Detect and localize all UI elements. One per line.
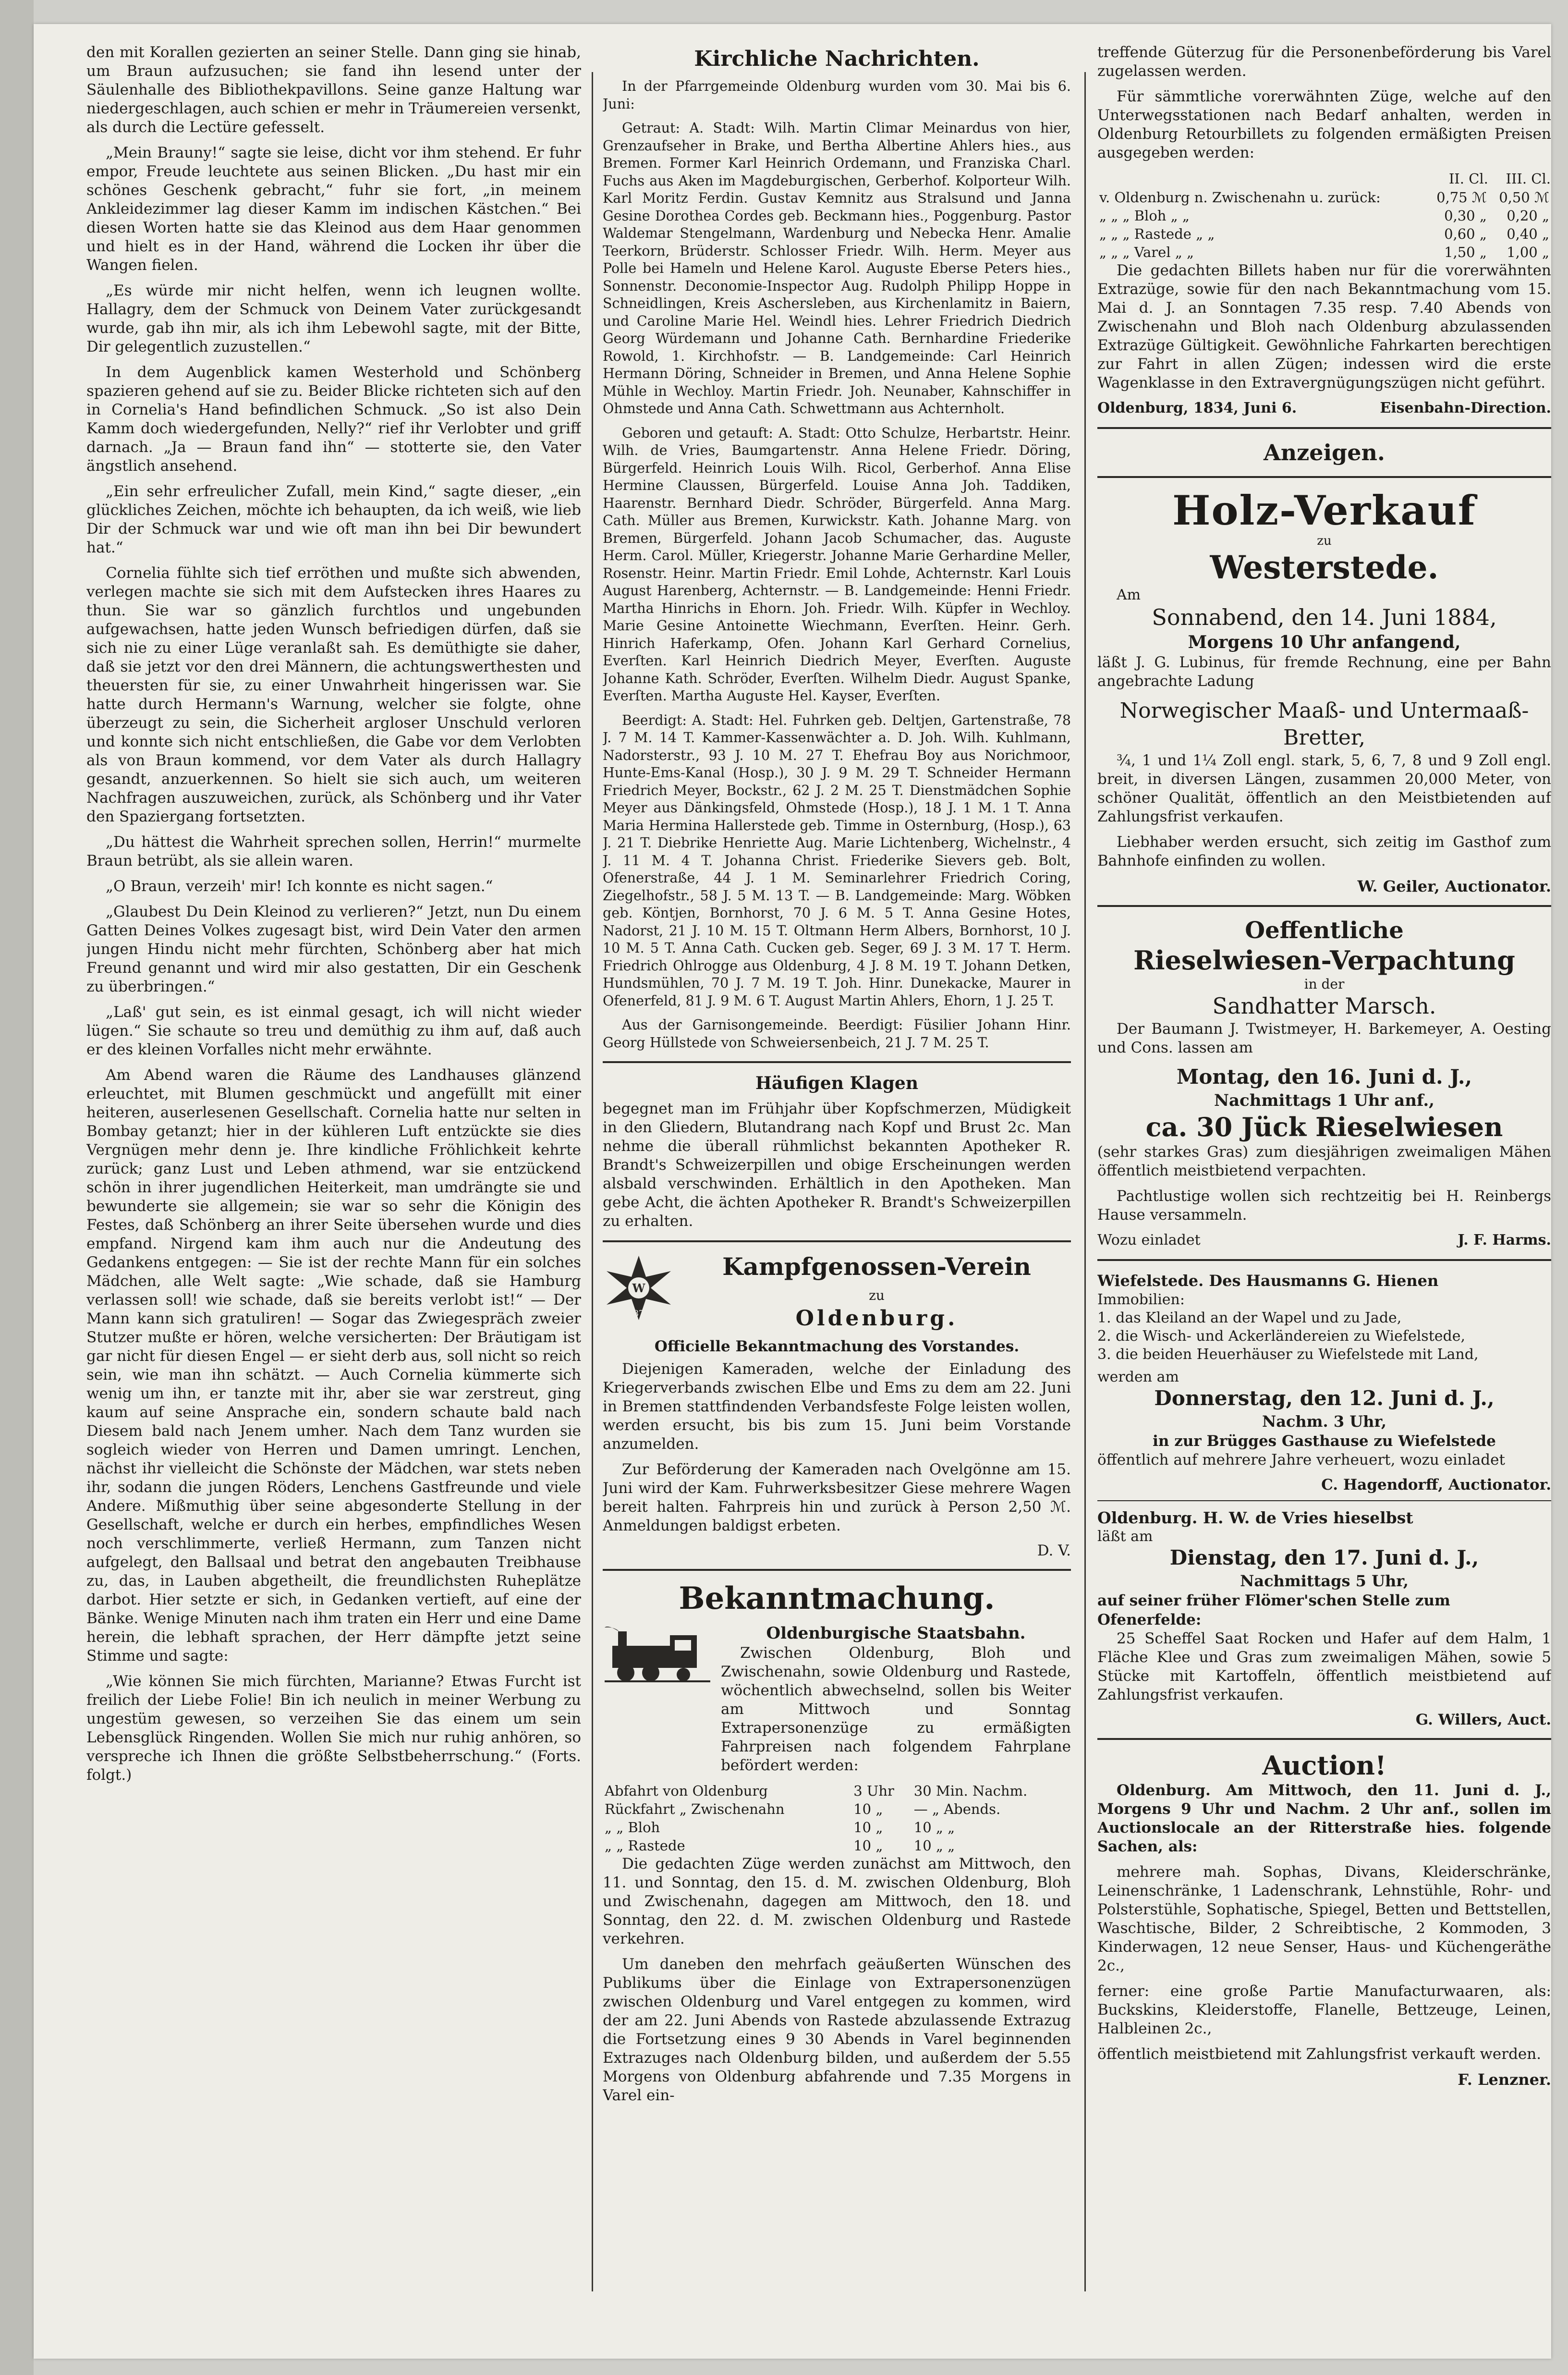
railway-fares-note: Die gedachten Billets haben nur für die vorerwähnten Extrazüge, sowie für den nach Bekanntmachung vom 15. Mai d. J. an Sonntagen 7.35 resp. 7.40 Abends von Zwischenahn und Bloh nach Oldenburg abzulassenden Extrazüge Gültigkeit. Gewöhnliche Fahrkarten berechtigen zur Fahrt in allen Zügen; indessen wird die erste Wagenklasse in den Extravergnügungszügen nicht geführt. <box>1097 262 1551 392</box>
timetable-row <box>603 1800 1071 1818</box>
fares-cell: 0,30 „ <box>1444 208 1487 224</box>
riesel-text: (sehr starkes Gras) zum diesjährigen zweimaligen Mähen öffentlich meistbietend verpachten. <box>1097 1143 1551 1179</box>
story-paragraph: Cornelia fühlte sich tief erröthen und mußte sich abwenden, verlegen machte sie sich mit dem Aufstecken ihres Haares zu thun. Sie war so gänzlich furchtlos und ungebunden aufgewachsen, hatte jeden Wunsch befriedigen dürfen, daß sie sich nie zu einer Lüge veranlaßt sah. Es demüthigte sie daher, daß sie jetzt vor den drei Männern, die achtungswerthesten und theuersten für sie, zu einer Unwahrheit hingerissen war. Sie hatte durch Hermann's Warnung, welcher sie folgte, ohne überzeugt zu sein, die Sicherheit argloser Unschuld verloren und konnte sich nicht entschließen, die Gabe vor dem Verlobten als von Braun kommend, vor dem Vater als durch Hallagry gesandt, anzuerkennen. So hielt sie sich auch, um weiteren Nachfragen auszuweichen, zurück, als Schönberg und ihr Vater den Spaziergang fortsetzten. <box>86 564 581 825</box>
story-paragraph: „Glaubest Du Dein Kleinod zu verlieren?“ Jetzt, nun Du einem Gatten Deines Volkes zugesagt bist, wird Dein Vater den armen jungen Hindu nicht mehr fürchten, Schönberg aber hat mich Freund genannt und wird mir also gestatten, Dir ein Geschenk zu überbringen.“ <box>86 903 581 995</box>
devries-place: auf seiner früher Flömer'schen Stelle zum Ofenerfelde: <box>1097 1592 1450 1628</box>
wiefel-title: Wiefelstede. Des Hausmanns G. Hienen <box>1097 1272 1439 1290</box>
fares-cell: „ „ „ Rastede „ „ <box>1099 226 1215 242</box>
fares-row <box>1097 207 1551 225</box>
wiefel-list <box>1097 1309 1551 1364</box>
railway-text: Zwischen Oldenburg, Bloh und Zwischenahn, sowie Oldenburg und Rastede, wöchentlich abwechselnd, sollen bis Weiter am Mittwoch und Sonntag Extrapersonenzüge zu ermäßigten Fahrpreisen nach folgendem Fahrplane befördert werden: <box>721 1644 1071 1774</box>
page-edge <box>0 0 34 2375</box>
fares-header-cell: II. Cl. <box>1448 171 1488 187</box>
riesel-place: Sandhatter Marsch. <box>1212 993 1436 1019</box>
holz-sign: W. Geiler, Auctionator. <box>1357 877 1551 895</box>
klagen-title: Häufigen Klagen <box>755 1073 918 1093</box>
veterans-header <box>603 1252 1071 1337</box>
veterans-title: Kampfgenossen-Verein <box>722 1252 1031 1281</box>
separator <box>603 1240 1071 1242</box>
story-paragraph: „Laß' gut sein, es ist einmal gesagt, ich will nicht wieder lügen.“ Sie schaute so treu und demüthig zu ihm auf, daß auch er des kleinen Vorfalles nicht mehr erwähnte. <box>86 1004 581 1058</box>
story-paragraph: In dem Augenblick kamen Westerhold und Schönberg spazieren gehend auf sie zu. Beider Blicke richteten sich auf den in Cornelia's Hand befindlichen Schmuck. „So ist also Dein Kamm doch wiedergefunden, Nelly?“ rief ihr Verlobter und griff darnach. „Ja — Braun fand ihn“ — stotterte sie, den Vater ängstlich ansehend. <box>86 364 581 475</box>
railway-continued: treffende Güterzug für die Personenbeförderung bis Varel zugelassen werden. <box>1097 44 1551 80</box>
wiefel-sign: C. Hagendorff, Auctionator. <box>1321 1476 1551 1494</box>
story-paragraph: „Es würde mir nicht helfen, wenn ich leugnen wollte. Hallagry, dem der Schmuck von Deinem Vater zurückgesandt wurde, gab ihn mir, als ich ihm Lebewohl sagte, mit der Bitte, Dir gelegentlich zuzustellen.“ <box>86 282 581 355</box>
auction-text: mehrere mah. Sophas, Divans, Kleiderschränke, Leinenschränke, 1 Ladenschrank, Lehnstühle, Rohr- und Polsterstühle, Sophatische, Spiegel, Betten und Bettstellen, Waschtische, Bilder, 2 Schreibtische, 2 Kommoden, 3 Kinderwagen, 12 neue Senser, Haus- und Küchengeräthe 2c., <box>1097 1863 1551 1974</box>
separator <box>1097 1259 1551 1261</box>
devries-time: Nachmittags 5 Uhr, <box>1240 1572 1409 1590</box>
fares-cell: „ „ „ Varel „ „ <box>1099 244 1194 260</box>
fares-header-row <box>1097 169 1551 188</box>
riesel-invite: Wozu einladet <box>1097 1232 1201 1249</box>
veterans-zu: zu <box>869 1287 885 1303</box>
veterans-sign: D. V. <box>1037 1542 1071 1559</box>
railway-sign-place: Oldenburg, 1834, Juni 6. <box>1097 400 1297 416</box>
fares-cell: 0,50 ℳ <box>1499 189 1549 206</box>
devries-text: läßt am <box>1097 1528 1153 1545</box>
timetable-cell: Abfahrt von Oldenburg <box>605 1783 768 1799</box>
veterans-subtitle: Officielle Bekanntmachung des Vorstandes. <box>654 1338 1020 1355</box>
fares-row <box>1097 243 1551 261</box>
fares-cell: 0,75 ℳ <box>1436 189 1487 206</box>
railway-header <box>603 1623 1071 1782</box>
veterans-text: Diejenigen Kameraden, welche der Einladung des Kriegerverbands zwischen Elbe und Ems zu dem am 22. Juni in Bremen stattfindenden Verbandsfeste Folge leisten wollen, werden ersucht, bis bis zum 15. Juni beim Vorstande anzumelden. <box>603 1360 1071 1453</box>
fares-header-cell: III. Cl. <box>1506 171 1551 187</box>
column-rule-1 <box>592 72 593 2291</box>
devries-sign: G. Willers, Auct. <box>1415 1711 1551 1728</box>
riesel-big: ca. 30 Jück Rieselwiesen <box>1145 1112 1503 1142</box>
railway-fares-table <box>1097 169 1551 261</box>
auction-text: Oldenburg. Am Mittwoch, den 11. Juni d. J., Morgens 9 Uhr und Nachm. 2 Uhr anf., sollen im Auctionslocale an der Ritterstraße hies. folgende Sachen, als: <box>1097 1782 1551 1855</box>
separator <box>603 1061 1071 1063</box>
separator <box>603 1569 1071 1571</box>
timetable-cell: 10 „ „ <box>913 1819 955 1836</box>
fares-cell: 0,60 „ <box>1444 226 1487 242</box>
column-ads <box>1097 43 1551 2301</box>
railway-text: Um daneben den mehrfach geäußerten Wünschen des Publikums über die Einlage von Extrapersonenzügen zwischen Oldenburg und Varel entgegen zu kommen, wird der am 22. Juni Abends von Rastede abzulassende Extrazug die Fortsetzung eines 9 30 Abends in Varel beginnenden Extrazuges nach Oldenburg bilden, und außerdem der 5.55 Morgens von Oldenburg abfahrende und 7.35 Morgens in Varel ein- <box>603 1956 1071 2104</box>
story-paragraph: den mit Korallen gezierten an seiner Stelle. Dann ging sie hinab, um Braun aufzusuchen; sie fand ihn lesend unter der Säulenhalle des Bibliothekpavillons. Seine ganze Haltung war niedergeschlagen, auch schien er mehr in Träumereien versenkt, als durch die Lectüre gefesselt. <box>86 44 581 136</box>
holz-text: ¾, 1 und 1¼ Zoll engl. stark, 5, 6, 7, 8 und 9 Zoll engl. breit, in diversen Längen, zusammen 20,000 Meter, von schöner Qualität, öffentlich an den Meistbietenden auf Zahlungsfrist verkaufen. <box>1097 752 1551 825</box>
wiefel-item: 3. die beiden Heuerhäuser zu Wiefelstede mit Land, <box>1097 1346 1479 1363</box>
auction-sign: F. Lenzner. <box>1458 2070 1551 2089</box>
holz-am: Am <box>1117 587 1141 603</box>
fares-cell: 1,50 „ <box>1444 244 1487 260</box>
church-married: Getraut: A. Stadt: Wilh. Martin Climar Meinardus von hier, Grenzaufseher in Brake, und Bertha Albertine Ahlers hies., aus Bremen. Former Karl Heinrich Ordemann, und Franziska Charl. Fuchs aus Aken im Magdeburgischen, Gerberhof. Kolporteur Wilh. Karl Moritz Ferdin. Gustav Kemnitz aus Stralsund und Janna Gesine Dorothea Cordes geb. Beckmann hies., Poggenburg. Pastor Waldemar Stengelmann, Wardenburg und Nebecka Henr. Amalie Teerkorn, Brüderstr. Schlosser Friedr. Wilh. Herm. Meyer aus Polle bei Hameln und Helene Karol. Auguste Eberse Peters hies., Sonnenstr. Deconomie-Inspector Aug. Rudolph Philipp Hoppe in Schneidlingen, Kreis Aschersleben, aus Kirchenlamitz in Baiern, und Caroline Marie Hel. Weindl hies. Lehrer Friedrich Diedrich Georg Würdemann und Johanne Cath. Bernhardine Friederike Rowold, 1. Kirchhofstr. — B. Landgemeinde: Carl Heinrich Hermann Döring, Schneider in Bremen, und Anna Helene Sophie Mühle in Wechloy. Martin Friedr. Joh. Neunaber, Kahnschiffer in Ohmstede und Anna Cath. Schwettmann aus Achternholt. <box>603 120 1071 416</box>
wiefel-werden: werden am <box>1097 1369 1179 1385</box>
holz-time: Morgens 10 Uhr anfangend, <box>1188 632 1461 652</box>
fares-cell: 1,00 „ <box>1507 244 1549 260</box>
railway-signature <box>1097 399 1551 417</box>
timetable-row <box>603 1836 1071 1855</box>
railway-fares-intro: Für sämmtliche vorerwähnten Züge, welche auf den Unterwegsstationen nach Bedarf anhalten, werden in Oldenburg Retourbillets zu folgenden ermäßigten Preisen ausgegeben werden: <box>1097 88 1551 161</box>
timetable-cell: 10 „ „ <box>913 1837 955 1854</box>
auction-title: Auction! <box>1262 1750 1386 1781</box>
church-news <box>603 78 1071 1052</box>
veterans-city: Oldenburg. <box>795 1306 958 1331</box>
story-paragraph: Am Abend waren die Räume des Landhauses glänzend erleuchtet, mit Blumen geschmückt und angefüllt mit einer heiteren, auserlesenen Gesellschaft. Cornelia hatte nur selten in Bombay getanzt; hier in der kühleren Luft entzückte sie dies Vergnügen mehr denn je. Ihre kindliche Fröhlichkeit kehrte zurück; ganz Lust und Leben athmend, war sie entzückend schön in ihrer jugendlichen Heiterkeit, man umdrängte sie und bewunderte sie allgemein; sie war so sehr die Königin des Festes, daß Schönberg an ihrer Seite übersehen wurde und dies empfand. Nirgend kam ihm auch nur die Andeutung des Gedankens entgegen: — Sie ist der rechte Mann für ein solches Mädchen, alle Welt sagte: „Wie schade, daß sie Hamburg verlassen soll! wie schade, daß sie bereits verlobt ist!“ — Der Mann kann sich gratuliren! — Sogar das Zwiegespräch zweier Stutzer mußte er hören, welche versicherten: Der Bräutigam ist gar nicht für diesen Engel — er sieht derb aus, soll nicht so reich sein, wie man ihn schätzt. — Auch Cornelia kümmerte sich wenig um ihn, er tanzte mit ihr, aber sie war zerstreut, ging kaum auf seine Ansprache ein, sondern schaute bald nach Diesem bald nach Jenem umher. Nach dem Tanz wurden sie sogleich wieder von Herren und Damen umringt. Lenchen, nächst ihr vielleicht die Schönste der Mädchen, war stets neben ihr, sodann die jungen Röders, Lenchens Gastfreunde und viele Andere. Mißmuthig über seine abgesonderte Stellung in der Gesellschaft, welche er durch ein herbes, empfindliches Wesen noch verschlimmerte, verließ Hermann, zum Tanzen nicht aufgelegt, den Ballsaal und betrat den angebauten Treibhause zu, das, in Lauben abgetheilt, die freundlichsten Ruheplätze darbot. Hier setzte er sich, in Gedanken vertieft, auf eine der Bänke. Wenige Minuten nach ihm traten ein Herr und eine Dame herein, die lebhaft sprachen, der Herr dämpfte jetzt seine Stimme und sagte: <box>86 1066 581 1665</box>
wiefel-date: Donnerstag, den 12. Juni d. J., <box>1154 1386 1495 1410</box>
separator <box>1097 427 1551 429</box>
holz-goods: Norwegischer Maaß- und Untermaaß-Bretter, <box>1119 698 1529 750</box>
story-paragraph: „O Braun, verzeih' mir! Ich konnte es nicht sagen.“ <box>106 878 493 895</box>
riesel-time: Nachmittags 1 Uhr anf., <box>1214 1091 1435 1110</box>
wiefel-place: in zur Brügges Gasthause zu Wiefelstede <box>1153 1432 1496 1450</box>
holz-title: Holz-Verkauf <box>1172 487 1476 534</box>
timetable-row <box>603 1782 1071 1800</box>
story-paragraph: „Mein Brauny!“ sagte sie leise, dicht vor ihm stehend. Er fuhr empor, Freude leuchtete aus seinen Blicken. „Du hast mir ein schönes Geschenk gebracht,“ fuhr sie fort, „in meinem Ankleidezimmer lag dieser Kamm im indischen Kästchen.“ Bei diesen Worten hatte sie das Kleinod aus dem Haar genommen und hielt es in der Hand, während die Locken ihr über die Wangen fielen. <box>86 144 581 274</box>
fares-row <box>1097 225 1551 243</box>
wiefel-item: 1. das Kleiland an der Wapel und zu Jade, <box>1097 1310 1402 1326</box>
church-buried: Beerdigt: A. Stadt: Hel. Fuhrken geb. Deltjen, Gartenstraße, 78 J. 7 M. 14 T. Kammer-Kassenwächter a. D. Joh. Wilh. Kuhlmann, Nadorsterstr., 93 J. 10 M. 27 T. Ehefrau Boy aus Norichmoor, Hunte-Ems-Kanal (Hosp.), 30 J. 9 M. 29 T. Schneider Hermann Friedrich Meyer, Bockstr., 62 J. 2 M. 25 T. Dienstmädchen Sophie Meyer aus Dänkingsfeld, Ohmstede (Hosp.), 18 J. 1 M. 1 T. Anna Maria Hermina Hallerstede geb. Timme in Osternburg, (Hosp.), 63 J. 21 T. Diebrike Henriette Aug. Marie Lichtenberg, Wichelnstr., 4 J. 11 M. 4 T. Johanna Christ. Friederike Sievers geb. Bolt, Ofenerstraße, 44 J. 1 M. Seminarlehrer Friedrich Coring, Ziegelhofstr., 58 J. 5 M. 13 T. — B. Landgemeinde: Marg. Wöbken geb. Köntjen, Bornhorst, 70 J. 6 M. 5 T. Anna Gesine Hotes, Nadorst, 21 J. 10 M. 15 T. Oltmann Herm Albers, Bornhorst, 10 J. 10 M. 5 T. Anna Cath. Cucken geb. Seger, 69 J. 3 M. 17 T. Herm. Friedrich Ohlrogge aus Oldenburg, 4 J. 8 M. 19 T. Johann Detken, Hundsmühlen, 70 J. 7 M. 19 T. Joh. Hinr. Dunekacke, Maurer in Ofenerfeld, 81 J. 9 M. 6 T. August Martin Ahlers, Ehorn, 1 J. 25 T. <box>603 712 1071 1009</box>
locomotive-icon <box>603 1623 713 1685</box>
church-garrison: Aus der Garnisongemeinde. Beerdigt: Füsilier Johann Hinr. Georg Hüllstede von Schweiersenbeich, 21 J. 7 M. 25 T. <box>603 1017 1071 1051</box>
riesel-date: Montag, den 16. Juni d. J., <box>1176 1065 1472 1089</box>
timetable-cell: „ „ Rastede <box>605 1837 685 1854</box>
devries-date: Dienstag, den 17. Juni d. J., <box>1169 1546 1479 1569</box>
column-feuilleton <box>86 43 581 2301</box>
timetable-cell: „ „ Bloh <box>605 1819 660 1836</box>
story-paragraph: „Du hättest die Wahrheit sprechen sollen, Herrin!“ murmelte Braun betrübt, als sie allein waren. <box>86 833 581 869</box>
timetable-cell: 10 „ <box>853 1837 883 1854</box>
holz-date: Sonnabend, den 14. Juni 1884, <box>1152 604 1497 630</box>
riesel-title1: Oeffentliche <box>1245 917 1404 944</box>
riesel-title2: Rieselwiesen-Verpachtung <box>1133 945 1515 976</box>
auction-text: öffentlich meistbietend mit Zahlungsfrist verkauft werden. <box>1097 2045 1542 2063</box>
riesel-text: Pachtlustige wollen sich rechtzeitig bei H. Reinbergs Hause versammeln. <box>1097 1188 1551 1224</box>
church-intro: In der Pfarrgemeinde Oldenburg wurden vom 30. Mai bis 6. Juni: <box>603 78 1071 112</box>
veterans-text: Zur Beförderung der Kameraden nach Ovelgönne am 15. Juni wird der Kam. Fuhrwerksbesitzer Giese mehrere Wagen bereit halten. Fahrpreis hin und zurück à Person 2,50 ℳ. Anmeldungen baldigst erbeten. <box>603 1461 1071 1534</box>
fares-header-cell <box>1097 169 1426 188</box>
riesel-text: Der Baumann J. Twistmeyer, H. Barkemeyer, A. Oesting und Cons. lassen am <box>1097 1020 1551 1056</box>
devries-text: 25 Scheffel Saat Rocken und Hafer auf dem Halm, 1 Fläche Klee und Gras zum zweimaligen Mähen, sowie 5 Stücke mit Kartoffeln, öffentlich meistbietend auf Zahlungsfrist verkaufen. <box>1097 1630 1551 1703</box>
wiefel-text: öffentlich auf mehrere Jahre verheuert, wozu einladet <box>1097 1451 1505 1469</box>
svg-text:1870: 1870 <box>628 1309 650 1319</box>
timetable-cell: 10 „ <box>853 1819 883 1836</box>
separator <box>1097 905 1551 907</box>
timetable-cell: 3 Uhr <box>853 1783 894 1799</box>
holz-text: läßt J. G. Lubinus, für fremde Rechnung, eine per Bahn angebrachte Ladung <box>1097 654 1551 690</box>
timetable-cell: 30 Min. Nachm. <box>913 1783 1028 1799</box>
holz-text: Liebhaber werden ersucht, sich zeitig im Gasthof zum Bahnhofe einfinden zu wollen. <box>1097 833 1551 869</box>
riesel-sign: J. F. Harms. <box>1458 1232 1551 1249</box>
fares-cell: v. Oldenburg n. Zwischenahn u. zurück: <box>1099 189 1381 206</box>
separator <box>1097 1500 1551 1501</box>
wiefel-item: 2. die Wisch- und Ackerländereien zu Wiefelstede, <box>1097 1328 1465 1345</box>
separator <box>1097 476 1551 478</box>
railway-text: Die gedachten Züge werden zunächst am Mittwoch, den 11. und Sonntag, den 15. d. M. zwischen Oldenburg, Bloh und Zwischenahn, dagegen am Mittwoch, den 18. und Sonntag, den 22. d. M. zwischen Oldenburg und Rastede verkehren. <box>603 1855 1071 1947</box>
timetable-cell: — „ Abends. <box>913 1801 1001 1817</box>
fares-cell: „ „ „ Bloh „ „ <box>1099 208 1190 224</box>
holz-place: Westerstede. <box>1210 549 1439 586</box>
auction-text: ferner: eine große Partie Manufacturwaaren, als: Buckskins, Kleiderstoffe, Flanelle, Bettzeuge, Leinen, Halbleinen 2c., <box>1097 1983 1551 2037</box>
railway-timetable <box>603 1782 1071 1855</box>
column-rule-2 <box>1084 72 1086 2291</box>
fares-cell: 0,20 „ <box>1507 208 1549 224</box>
separator <box>1097 1738 1551 1740</box>
timetable-cell: 10 „ <box>853 1801 883 1817</box>
devries-head: Oldenburg. H. W. de Vries hieselbst <box>1097 1508 1413 1527</box>
klagen-text: begegnet man im Frühjahr über Kopfschmerzen, Müdigkeit in den Gliedern, Blutandrang nach Kopf und Brust 2c. Man nehme die überall rühmlichst bekannten Apotheker R. Brandt's Schweizerpillen und obige Erscheinungen werden alsbald verschwinden. Erhältlich in den Apotheken. Man gebe Acht, die ächten Apotheker R. Brandt's Schweizerpillen zu erhalten. <box>603 1100 1071 1230</box>
timetable-cell: Rückfahrt „ Zwischenahn <box>605 1801 785 1817</box>
svg-text:W: W <box>632 1281 645 1295</box>
railway-sign-name: Eisenbahn-Direction. <box>1380 400 1551 416</box>
riesel-signature <box>1097 1231 1551 1249</box>
story-paragraph: „Ein sehr erfreulicher Zufall, mein Kind,“ sagte dieser, „ein glückliches Zeichen, möchte ich behaupten, da ich weiß, wie lieb Dir der Schmuck war und wie oft man ihn bei Dir bewundert hat.“ <box>86 483 581 556</box>
column-notices <box>603 43 1071 2301</box>
fares-cell: 0,40 „ <box>1507 226 1549 242</box>
fares-row <box>1097 188 1551 207</box>
holz-zu: zu <box>1317 534 1332 548</box>
railway-subtitle: Oldenburgische Staatsbahn. <box>766 1624 1026 1643</box>
church-news-title: Kirchliche Nachrichten. <box>694 47 980 71</box>
story-paragraph: „Wie können Sie mich fürchten, Marianne? Etwas Furcht ist freilich der Liebe Folie! Bin ich neulich in meiner Werbung zu ungestüm gewesen, so verzeihen Sie das einem um sein Lebensglück Ringenden. Wollen Sie mich nur ruhig anhören, so verspreche ich Ihnen die größte Selbstbeherrschung.“ (Forts. folgt.) <box>86 1673 581 1784</box>
timetable-row <box>603 1818 1071 1836</box>
riesel-in-der: in der <box>1304 976 1345 992</box>
church-born: Geboren und getauft: A. Stadt: Otto Schulze, Herbartstr. Heinr. Wilh. de Vries, Baumgartenstr. Anna Helene Friedr. Döring, Bürgerfeld. Heinrich Louis Wilh. Ricol, Gerberhof. Anna Elise Hermine Claussen, Bürgerfeld. Louise Anna Joh. Taddiken, Haarenstr. Bernhard Diedr. Schröder, Bürgerfeld. Anna Marg. Cath. Müller aus Bremen, Kurwickstr. Kath. Johanne Marg. von Bremen, Bürgerfeld. Johann Jacob Schumacher, das. Auguste Herm. Carol. Müller, Kriegerstr. Johanne Marie Gerhardine Meller, Rosenstr. Heinr. Martin Friedr. Emil Lohde, Achternstr. Karl Louis August Harenberg, Achternstr. — B. Landgemeinde: Henni Friedr. Martha Hinrichs in Ehorn. Joh. Friedr. Wilh. Küpfer in Wechloy. Marie Gesine Antoinette Wiechmann, Everſten. Heinr. Gerh. Hinrich Haferkamp, Ofen. Johann Karl Gerhard Cornelius, Everſten. Karl Heinrich Diedrich Meyer, Everſten. Auguste Johanne Kath. Schröder, Everſten. Wilhelm Diedr. August Spanke, Everſten. Martha Auguste Hel. Kayser, Everſten. <box>603 425 1071 704</box>
ads-title: Anzeigen. <box>1264 440 1385 465</box>
wiefel-time: Nachm. 3 Uhr, <box>1262 1412 1387 1431</box>
wiefel-immobilien: Immobilien: <box>1097 1291 1185 1308</box>
iron-cross-icon <box>603 1252 675 1324</box>
railway-title: Bekanntmachung. <box>679 1580 995 1616</box>
